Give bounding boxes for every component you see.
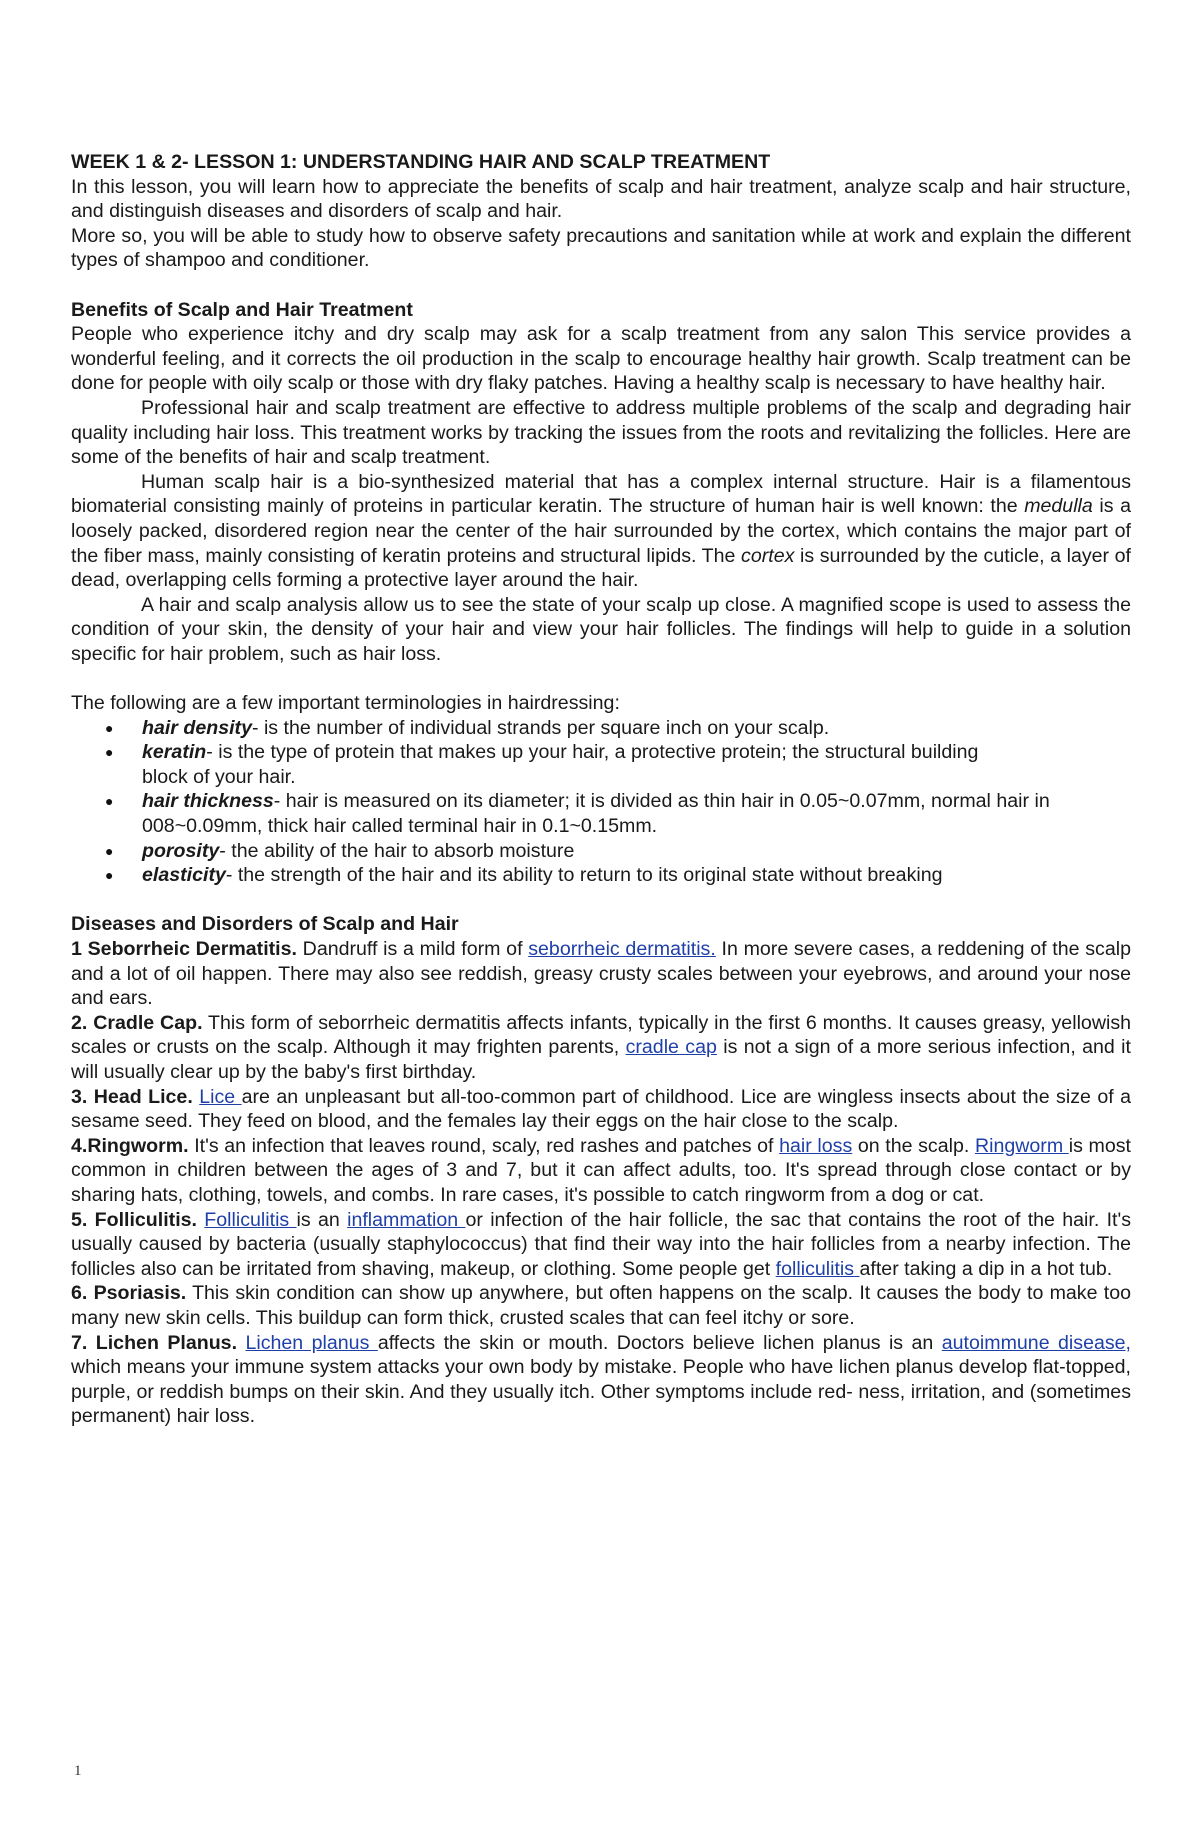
intro-paragraph-1: In this lesson, you will learn how to appreciate the benefits of scalp and hair treatment, analyze scalp and hair structure, and distinguish diseases and disorders of scalp and hair. — [71, 175, 1131, 223]
text: are an unpleasant but all-too-common part of childhood. Lice are wingless insects about the size of a sesame seed. They feed on blood, and the females lay their eggs on the hair close to the scalp. — [71, 1085, 1131, 1133]
benefits-paragraph-2: Professional hair and scalp treatment are effective to address multiple problems of the scalp and degrading hair quality including hair loss. This treatment works by tracking the issues from the roots and revitalizing the follicles. Here are some of the benefits of hair and scalp treatment. — [71, 396, 1131, 469]
text: This form of seborrheic dermatitis affects infants, typically in the first 6 months. It causes greasy, yellowish scales or crusts on the scalp. Although it may frighten parents, — [71, 1011, 1132, 1059]
hair-loss-link[interactable]: hair loss — [779, 1134, 853, 1157]
disease-psoriasis — [71, 1281, 1131, 1330]
disease-ringworm — [71, 1134, 1131, 1208]
text: is an — [296, 1208, 348, 1231]
inflammation-link[interactable]: inflammation — [347, 1208, 466, 1231]
disease-title: 1 Seborrheic Dermatitis. — [71, 938, 297, 960]
disease-cradle-cap — [71, 1011, 1131, 1085]
term: elasticity — [142, 864, 226, 887]
list-item — [142, 839, 1032, 864]
page-number: 1 — [74, 1763, 82, 1779]
definition: - the ability of the hair to absorb moisture — [219, 839, 575, 862]
spacer — [71, 888, 1131, 913]
term: keratin — [142, 741, 207, 764]
text: This skin condition can show up anywhere, but often happens on the scalp. It causes the body to make too many new skin cells. This buildup can form thick, crusted scales that can feel itchy or sore. — [71, 1282, 1131, 1329]
analysis-paragraph: A hair and scalp analysis allow us to see the state of your scalp up close. A magnified scope is used to assess the condition of your skin, the density of your hair and view your hair follicles. The findings will help to guide in a solution specific for hair problem, such as hair loss. — [71, 593, 1131, 665]
disease-seborrheic-dermatitis — [71, 937, 1131, 1011]
lesson-title: WEEK 1 & 2- LESSON 1: UNDERSTANDING HAIR AND SCALP TREATMENT — [71, 151, 771, 173]
disease-title: 4.Ringworm. — [71, 1134, 189, 1157]
term: porosity — [142, 839, 220, 862]
definition: - hair is measured on its diameter; it is divided as thin hair in 0.05~0.07mm, normal hair in 008~0.09mm, thick hair called terminal hair in 0.1~0.15mm. — [142, 790, 1050, 838]
disease-lichen-planus — [71, 1331, 1131, 1429]
autoimmune-disease-link[interactable]: autoimmune disease, — [941, 1331, 1131, 1354]
disease-title: 5. Folliculitis. — [71, 1208, 197, 1231]
intro-paragraph-2: More so, you will be able to study how to observe safety precautions and sanitation while at work and explain the different types of shampoo and conditioner. — [71, 224, 1131, 272]
terminology-list — [71, 716, 1131, 888]
text: after taking a dip in a hot tub. — [859, 1257, 1113, 1280]
lichen-planus-link[interactable]: Lichen planus — [245, 1331, 378, 1354]
medulla-term: medulla — [1024, 495, 1093, 518]
text: is most common in children between the ages of 3 and 7, but it can affect adults, too. It's spread through close contact or by sharing hats, clothing, towels, and combs. In rare cases, it's possible to catch ringworm from a dog or cat. — [71, 1134, 1131, 1206]
list-item — [142, 789, 1052, 838]
hair-structure-paragraph — [71, 470, 1131, 593]
definition: - the strength of the hair and its ability to return to its original state without breaking — [225, 864, 943, 887]
ringworm-link[interactable]: Ringworm — [974, 1134, 1069, 1157]
cortex-term: cortex — [741, 544, 795, 567]
disease-folliculitis — [71, 1208, 1131, 1282]
definition: - is the number of individual strands per square inch on your scalp. — [251, 716, 830, 739]
text: It's an infection that leaves round, scaly, red rashes and patches of — [188, 1134, 780, 1157]
text: Human scalp hair is a bio-synthesized material that has a complex internal structure. Hair is a filamentous biomaterial consisting mainly of proteins in particular keratin. The structure of human hair is well known: the — [71, 470, 1131, 518]
text: In more severe cases, a reddening of the scalp and a lot of oil happen. There may also see reddish, greasy crusty scales between your eyebrows, and around your nose and ears. — [71, 938, 1131, 1010]
disease-head-lice — [71, 1085, 1131, 1134]
cradle-cap-link[interactable]: cradle cap — [625, 1036, 717, 1059]
term: hair density — [142, 716, 252, 739]
text: Dandruff is a mild form of — [296, 938, 529, 960]
text: is surrounded by the cuticle, a layer of dead, overlapping cells forming a protective layer around the hair. — [71, 544, 1132, 592]
benefits-paragraph-1: People who experience itchy and dry scalp may ask for a scalp treatment from any salon This service provides a wonderful feeling, and it corrects the oil production in the scalp to encourage healthy hair growth. Scalp treatment can be done for people with oily scalp or those with dry flaky patches. Having a healthy scalp is necessary to have healthy hair. — [71, 323, 1131, 395]
text: is not a sign of a more serious infection, and it will usually clear up by the baby's first birthday. — [71, 1036, 1131, 1083]
list-item — [142, 740, 1022, 789]
disease-title: 2. Cradle Cap. — [71, 1011, 203, 1034]
benefits-heading: Benefits of Scalp and Hair Treatment — [71, 298, 413, 321]
spacer — [71, 666, 1131, 691]
list-item — [142, 716, 1032, 741]
disease-title: 7. Lichen Planus. — [71, 1331, 238, 1354]
folliculitis-link-2[interactable]: folliculitis — [775, 1257, 860, 1280]
spacer — [71, 273, 1131, 298]
lice-link[interactable]: Lice — [199, 1085, 242, 1108]
definition: - is the type of protein that makes up your hair, a protective protein; the structural building block of your hair. — [142, 741, 979, 788]
text: affects the skin or mouth. Doctors believe lichen planus is an — [377, 1331, 942, 1354]
disease-title: 3. Head Lice. — [71, 1085, 193, 1108]
document-page — [71, 150, 1131, 1429]
text: on the scalp. — [852, 1134, 975, 1157]
term: hair thickness — [142, 790, 274, 813]
disease-title: 6. Psoriasis. — [71, 1282, 187, 1305]
terms-intro: The following are a few important terminologies in hairdressing: — [71, 692, 620, 715]
folliculitis-link[interactable]: Folliculitis — [204, 1208, 297, 1231]
list-item — [142, 863, 1032, 888]
text: which means your immune system attacks your own body by mistake. People who have lichen planus develop flat-topped, purple, or reddish bumps on their skin. And they usually itch. Other symptoms include red- ness, irritation, and (sometimes permanent) hair loss. — [71, 1356, 1131, 1428]
diseases-heading: Diseases and Disorders of Scalp and Hair — [71, 913, 459, 936]
text: is a loosely packed, disordered region near the center of the hair surrounded by the cortex, which contains the major part of the fiber mass, mainly consisting of keratin proteins and structural lipids. The — [71, 495, 1131, 567]
seborrheic-dermatitis-link[interactable]: seborrheic dermatitis. — [528, 938, 716, 960]
text: or infection of the hair follicle, the sac that contains the root of the hair. It's usually caused by bacteria (usually staphylococcus) that find their way into the hair follicles from a nearby infection. The follicles also can be irritated from shaving, makeup, or clothing. Some people get — [71, 1208, 1131, 1280]
